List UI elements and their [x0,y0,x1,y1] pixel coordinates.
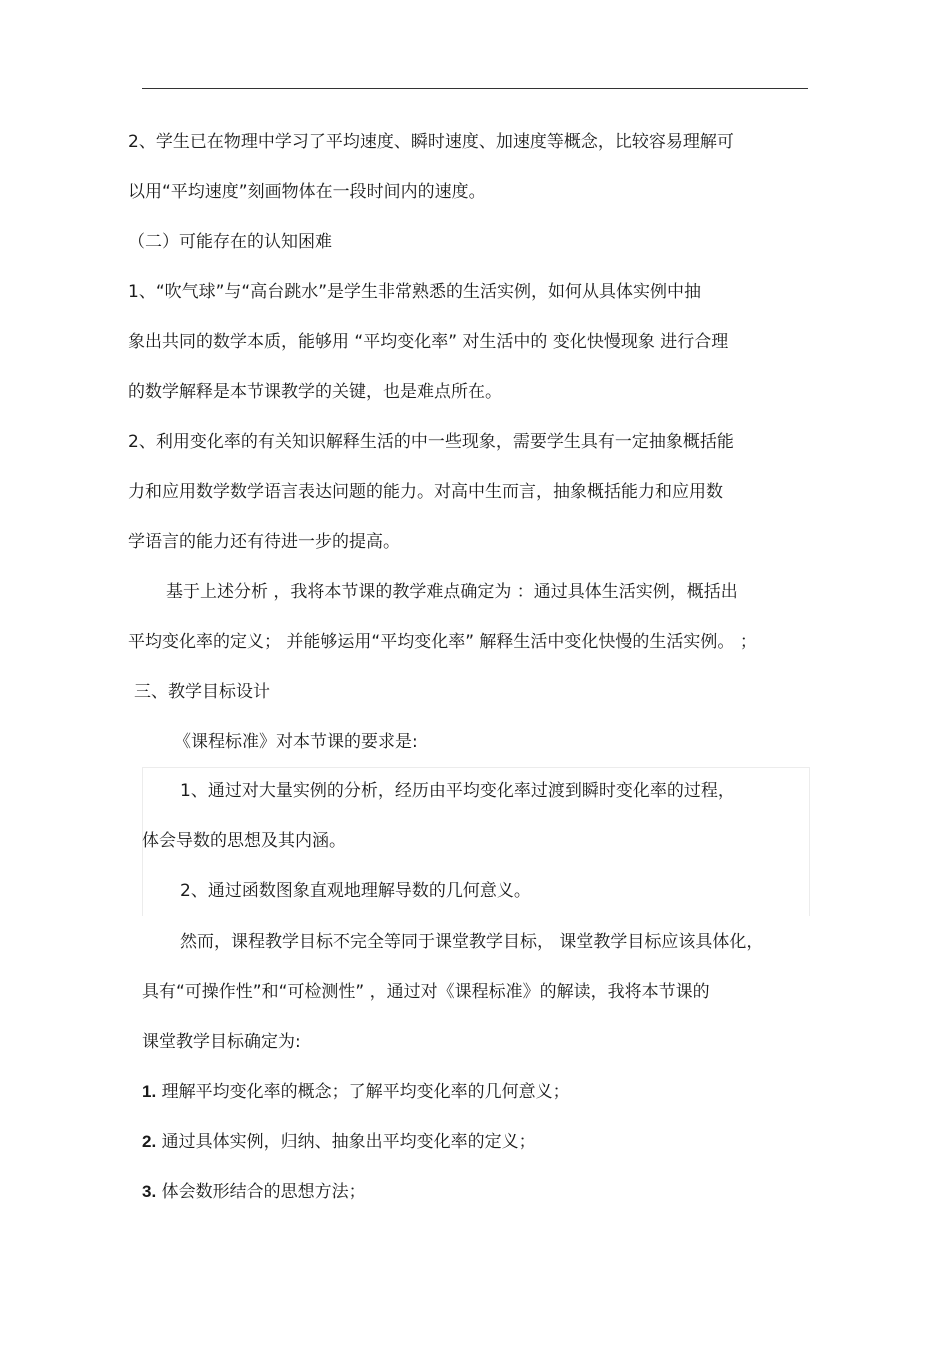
paragraph-line: 课堂教学目标确定为: [142,1032,301,1052]
paragraph-line: 2、利用变化率的有关知识解释生活的中一些现象，需要学生具有一定抽象概括能 [128,432,734,452]
goal-text: 体会数形结合的思想方法； [161,1182,366,1202]
standard-intro: 《课程标准》对本节课的要求是: [174,732,418,752]
goal-number: 3. [142,1182,157,1201]
paragraph-line: 然而，课程教学目标不完全等同于课堂教学目标， 课堂教学目标应该具体化， [180,932,764,952]
goal-text: 通过具体实例，归纳、抽象出平均变化率的定义； [161,1132,536,1152]
paragraph-line: 学语言的能力还有待进一步的提高。 [128,532,400,552]
paragraph-line: 平均变化率的定义； 并能够运用“平均变化率” 解释生活中变化快慢的生活实例。 ； [128,632,757,652]
requirement-line: 1、通过对大量实例的分析，经历由平均变化率过渡到瞬时变化率的过程， [180,781,735,801]
goal-item [142,1131,536,1153]
paragraph-line: 以用“平均速度”刻画物体在一段时间内的速度。 [128,182,486,202]
subheading: （二）可能存在的认知困难 [128,232,332,252]
paragraph-line: 2、学生已在物理中学习了平均速度、瞬时速度、加速度等概念，比较容易理解可 [128,132,734,152]
header-rule [142,88,808,89]
goal-item [142,1081,570,1103]
goal-text: 理解平均变化率的概念；了解平均变化率的几何意义； [161,1082,570,1102]
paragraph-line: 基于上述分析 ，我将本节课的教学难点确定为 ：通过具体生活实例，概括出 [166,582,738,602]
goal-item [142,1181,366,1203]
paragraph-line: 具有“可操作性”和“可检测性” ，通过对《课程标准》的解读，我将本节课的 [142,982,710,1002]
requirement-line: 2、通过函数图象直观地理解导数的几何意义。 [180,881,531,901]
goal-number: 1. [142,1082,157,1101]
paragraph-line: 象出共同的数学本质，能够用 “平均变化率” 对生活中的 变化快慢现象 进行合理 [128,332,729,352]
paragraph-line: 1、“吹气球”与“高台跳水”是学生非常熟悉的生活实例，如何从具体实例中抽 [128,282,702,302]
goal-number: 2. [142,1132,157,1151]
paragraph-line: 力和应用数学数学语言表达问题的能力。对高中生而言，抽象概括能力和应用数 [128,482,723,502]
requirement-line: 体会导数的思想及其内涵。 [142,831,346,851]
section-heading: 三、教学目标设计 [134,682,270,702]
paragraph-line: 的数学解释是本节课教学的关键，也是难点所在。 [128,382,502,402]
